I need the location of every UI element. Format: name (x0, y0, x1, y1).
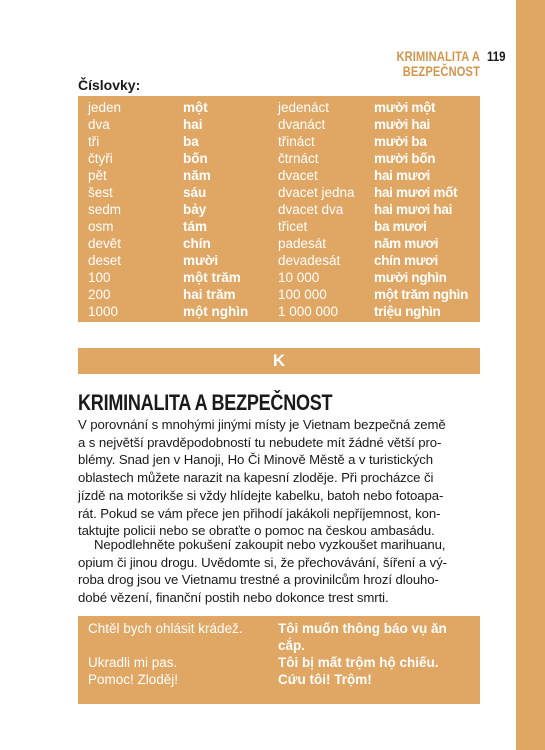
number-vietnamese: một trăm (183, 270, 241, 285)
running-header-title: KRIMINALITA A BEZPEČNOST (396, 49, 480, 79)
numbers-row (78, 150, 480, 167)
number-vietnamese: mười bốn (374, 151, 436, 166)
number-czech: padesát (278, 236, 327, 251)
text-line: blémy. Snad jen v Hanoji, Ho Či Minově Městě a v turistických (78, 452, 433, 468)
number-czech: 1000 (88, 304, 119, 319)
text-line: dobé vězení, finanční postih nebo dokonce trest smrti. (78, 590, 389, 606)
text-line: a s největší pravděpodobností tu nebudete mít žádné větší pro- (78, 434, 442, 450)
phrases-box (78, 616, 480, 704)
number-czech: čtyři (88, 151, 113, 166)
number-czech: dvacet dva (278, 202, 344, 217)
text-line: taktujte policii nebo se obraťte o pomoc na českou ambasádu. (78, 523, 435, 539)
number-vietnamese: mười ba (374, 134, 427, 149)
number-vietnamese: sáu (183, 185, 207, 200)
number-vietnamese: tám (183, 219, 208, 234)
numbers-row (78, 218, 480, 235)
phrase-vietnamese: Tôi bị mất trộm hộ chiếu. (278, 655, 439, 670)
side-color-tab (516, 0, 545, 750)
number-vietnamese: ba mươi (374, 219, 427, 234)
number-czech: tři (88, 134, 100, 149)
numbers-row (78, 116, 480, 133)
number-czech: 100 (88, 270, 111, 285)
number-czech: dvanáct (278, 117, 326, 132)
numbers-row (78, 252, 480, 269)
numbers-row (78, 167, 480, 184)
phrase-vietnamese: Cứu tôi! Trộm! (278, 672, 372, 687)
number-czech: sedm (88, 202, 122, 217)
number-vietnamese: hai mươi hai (374, 202, 453, 217)
section-heading: KRIMINALITA A BEZPEČNOST (78, 390, 333, 415)
paragraph-safety (78, 416, 488, 540)
number-vietnamese: một nghìn (183, 304, 249, 319)
number-vietnamese: mười nghìn (374, 270, 447, 285)
number-czech: deset (88, 253, 122, 268)
number-czech: čtrnáct (278, 151, 319, 166)
number-czech: třináct (278, 134, 315, 149)
page-number: 119 (487, 49, 506, 64)
numbers-row (78, 133, 480, 150)
number-vietnamese: bảy (183, 202, 207, 217)
number-vietnamese: chín (183, 236, 211, 251)
text-line: V porovnání s mnohými jinými místy je Vietnam bezpečná země (78, 417, 446, 432)
number-vietnamese: một (183, 100, 208, 115)
number-vietnamese: hai mươi (374, 168, 430, 183)
number-vietnamese: hai mươi mốt (374, 185, 458, 200)
number-vietnamese: mười (183, 253, 219, 268)
number-czech: osm (88, 219, 114, 234)
numbers-row (78, 286, 480, 303)
number-vietnamese: năm (183, 168, 211, 183)
number-vietnamese: hai trăm (183, 287, 236, 302)
number-czech: 100 000 (278, 287, 327, 302)
number-czech: šest (88, 185, 113, 200)
number-czech: dva (88, 117, 110, 132)
number-czech: jeden (88, 100, 122, 115)
numbers-title: Číslovky: (78, 77, 141, 93)
number-czech: 200 (88, 287, 111, 302)
text-line: Nepodlehněte pokušení zakoupit nebo vyzkoušet marihuanu, (94, 537, 446, 552)
number-vietnamese: mười một (374, 100, 436, 115)
number-vietnamese: bốn (183, 151, 208, 166)
numbers-row (78, 269, 480, 286)
numbers-table (78, 96, 480, 322)
section-letter-bar: K (78, 348, 480, 374)
number-czech: devadesát (278, 253, 341, 268)
numbers-row (78, 235, 480, 252)
numbers-row (78, 201, 480, 218)
numbers-row (78, 303, 480, 320)
numbers-row (78, 99, 480, 116)
phrase-czech: Ukradli mi pas. (88, 655, 178, 670)
phrase-czech: Chtěl bych ohlásit krádež. (88, 621, 243, 636)
number-vietnamese: chín mươi (374, 253, 438, 268)
text-line: opium či jinou drogu. Uvědomte si, že přechovávání, šíření a vý- (78, 554, 447, 570)
number-vietnamese: hai (183, 117, 203, 132)
number-czech: dvacet jedna (278, 185, 355, 200)
number-czech: 1 000 000 (278, 304, 339, 319)
text-line: rát. Pokud se vám přece jen přihodí jakákoli nepříjemnost, kon- (78, 505, 441, 521)
number-vietnamese: một trăm nghìn (374, 287, 469, 302)
number-vietnamese: triệu nghìn (374, 304, 441, 319)
phrase-vietnamese: Tôi muốn thông báo vụ ăn cắp. (278, 621, 447, 653)
number-vietnamese: ba (183, 134, 199, 149)
phrase-czech: Pomoc! Zloděj! (88, 672, 179, 687)
numbers-row (78, 184, 480, 201)
number-vietnamese: mười hai (374, 117, 430, 132)
number-czech: devět (88, 236, 122, 251)
number-czech: pět (88, 168, 107, 183)
text-line: roba drog jsou ve Vietnamu trestné a provinilcům hrozí dlouho- (78, 572, 439, 588)
number-czech: 10 000 (278, 270, 320, 285)
paragraph-drugs (78, 536, 488, 607)
number-czech: jedenáct (278, 100, 330, 115)
text-line: jízdě na motorikše si vždy hlídejte kabelku, batoh nebo fotoapa- (78, 487, 444, 503)
number-vietnamese: năm mươi (374, 236, 439, 251)
text-line: oblastech můžete narazit na kapesní zloděje. Při procházce či (78, 470, 434, 486)
number-czech: třicet (278, 219, 308, 234)
number-czech: dvacet (278, 168, 318, 183)
